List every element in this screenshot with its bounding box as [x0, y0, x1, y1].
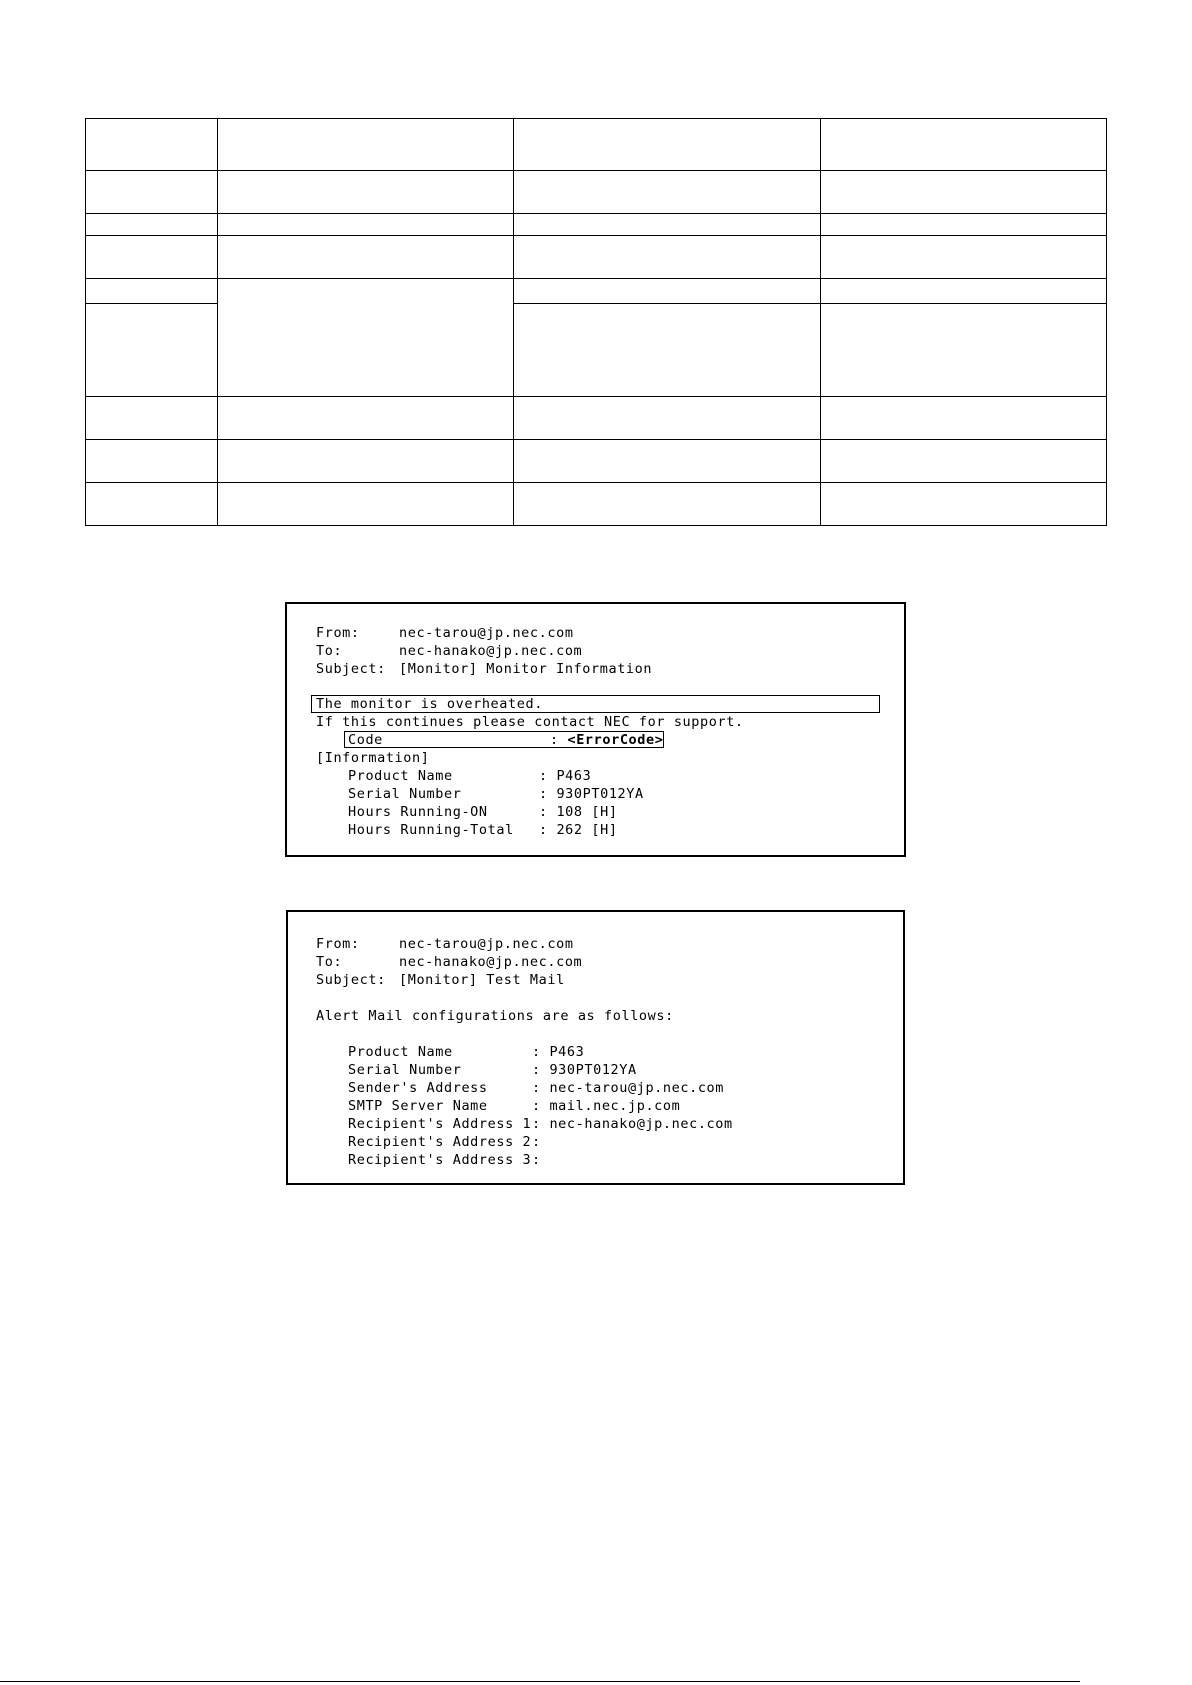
settings-table — [85, 118, 1107, 526]
message-line: The monitor is overheated. — [316, 696, 543, 712]
config-row: Recipient's Address 2: — [348, 1134, 541, 1150]
config-row: Product Name : P463 — [348, 1044, 585, 1060]
monitor-information-mail — [285, 602, 906, 857]
table-row — [86, 214, 1107, 236]
info-row: Hours Running-Total : 262 [H] — [348, 822, 618, 838]
table-row — [86, 119, 1107, 171]
test-mail — [286, 910, 905, 1185]
information-heading: [Information] — [316, 750, 430, 766]
config-row: Sender's Address : nec-tarou@jp.nec.com — [348, 1080, 725, 1096]
info-row: Serial Number : 930PT012YA — [348, 786, 644, 802]
table-row — [86, 440, 1107, 483]
from-line: From: nec-tarou@jp.nec.com — [316, 936, 574, 952]
to-line: To: nec-hanako@jp.nec.com — [316, 643, 583, 659]
table-row — [86, 236, 1107, 279]
error-code-line: Code : <ErrorCode> — [348, 732, 664, 748]
support-line: If this continues please contact NEC for support. — [316, 714, 744, 730]
error-code-value: <ErrorCode> — [567, 732, 664, 748]
config-row: Serial Number : 930PT012YA — [348, 1062, 637, 1078]
footer-rule — [0, 1681, 1080, 1682]
table-row — [86, 279, 1107, 304]
from-line: From: nec-tarou@jp.nec.com — [316, 625, 574, 641]
subject-line: Subject: [Monitor] Test Mail — [316, 972, 565, 988]
subject-line: Subject: [Monitor] Monitor Information — [316, 661, 653, 677]
config-row: SMTP Server Name : mail.nec.jp.com — [348, 1098, 681, 1114]
table-row — [86, 397, 1107, 440]
config-row: Recipient's Address 3: — [348, 1152, 541, 1168]
to-line: To: nec-hanako@jp.nec.com — [316, 954, 583, 970]
intro-line: Alert Mail configurations are as follows: — [316, 1008, 674, 1024]
info-row: Hours Running-ON : 108 [H] — [348, 804, 618, 820]
table-row — [86, 483, 1107, 526]
info-row: Product Name : P463 — [348, 768, 592, 784]
config-row: Recipient's Address 1: nec-hanako@jp.nec.com — [348, 1116, 733, 1132]
table-row — [86, 171, 1107, 214]
